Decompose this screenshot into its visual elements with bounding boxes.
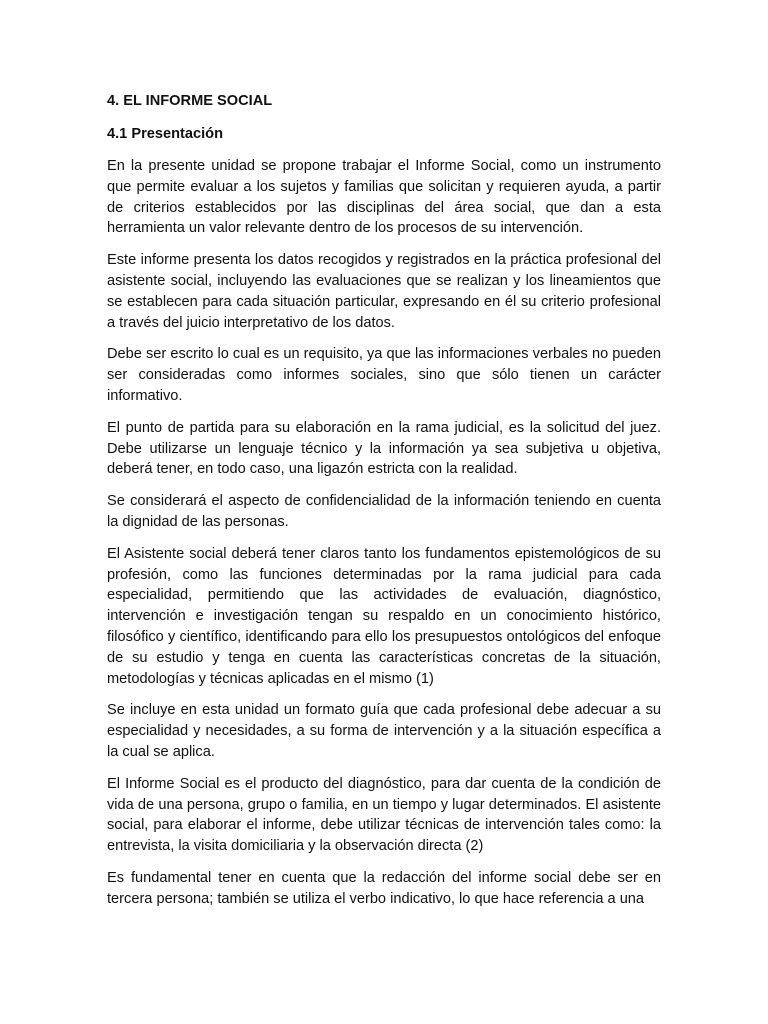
paragraph-5: Se considerará el aspecto de confidencialidad de la información teniendo en cuenta la dignidad de las personas.: [107, 493, 661, 530]
paragraph-1: En la presente unidad se propone trabajar el Informe Social, como un instrumento que permite evaluar a los sujetos y familias que solicitan y requieren ayuda, a partir de criterios establecidos por las disciplinas del área social, que dan a esta herramienta un valor relevante dentro de los procesos de su intervención.: [107, 158, 661, 237]
document-body: [107, 90, 661, 921]
paragraph-7: Se incluye en esta unidad un formato guía que cada profesional debe adecuar a su especialidad y necesidades, a su forma de intervención y a la situación específica a la cual se aplica.: [107, 702, 661, 760]
paragraph-2: Este informe presenta los datos recogidos y registrados en la práctica profesional del asistente social, incluyendo las evaluaciones que se realizan y los lineamientos que se establecen para cada situación particular, expresando en él su criterio profesional a través del juicio interpretativo de los datos.: [107, 252, 661, 331]
paragraph-8: El Informe Social es el producto del diagnóstico, para dar cuenta de la condición de vida de una persona, grupo o familia, en un tiempo y lugar determinados. El asistente social, para elaborar el informe, debe utilizar técnicas de intervención tales como: la entrevista, la visita domiciliaria y la observación directa (2): [107, 775, 661, 855]
paragraph-6: El Asistente social deberá tener claros tanto los fundamentos epistemológicos de su profesión, como las funciones determinadas por la rama judicial para cada especialidad, permitiendo que las actividades de evaluación, diagnóstico, intervención e investigación tengan su respaldo en un conocimiento histórico, filosófico y científico, identificando para ello los presupuestos ontológicos del enfoque de su estudio y tenga en cuenta las características concretas de la situación, metodologías y técnicas aplicadas en el mismo (1): [107, 545, 661, 687]
paragraph-4: El punto de partida para su elaboración en la rama judicial, es la solicitud del juez. Debe utilizarse un lenguaje técnico y la información ya sea subjetiva u objetiva, deberá tener, en todo caso, una ligazón estricta con la realidad.: [107, 419, 661, 478]
paragraph-9: Es fundamental tener en cuenta que la redacción del informe social debe ser en tercera persona; también se utiliza el verbo indicativo, lo que hace referencia a una: [107, 869, 661, 907]
section-heading: 4. EL INFORME SOCIAL: [107, 93, 273, 109]
paragraph-3: Debe ser escrito lo cual es un requisito, ya que las informaciones verbales no pueden ser consideradas como informes sociales, sino que sólo tienen un carácter informativo.: [107, 346, 661, 404]
subsection-heading: 4.1 Presentación: [107, 126, 223, 142]
